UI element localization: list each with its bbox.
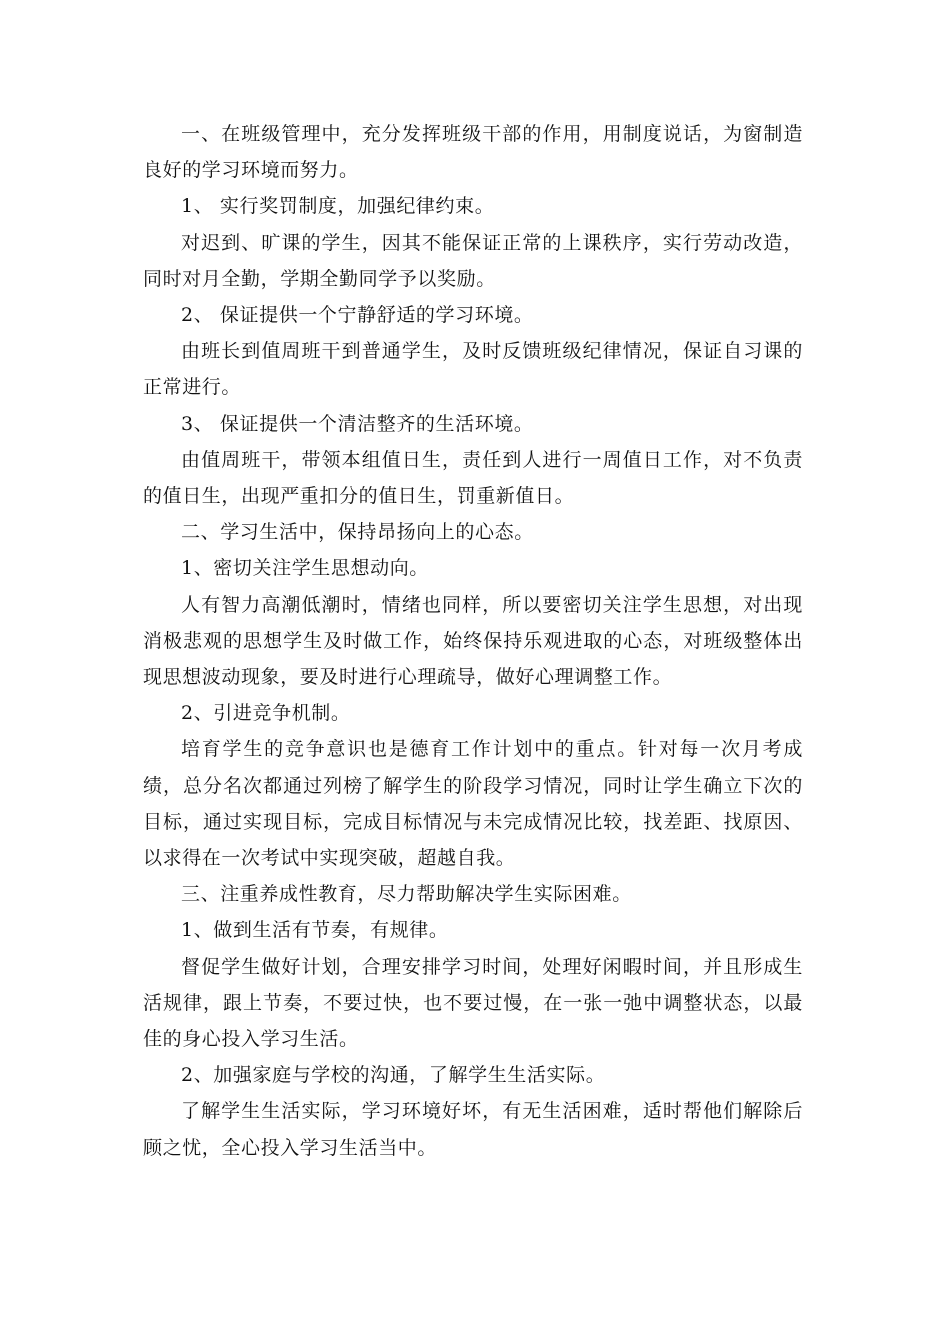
body-paragraph: 人有智力高潮低潮时，情绪也同样，所以要密切关注学生思想，对出现消极悲观的思想学生及时做工作，始终保持乐观进取的心态，对班级整体出现思想波动现象，要及时进行心理疏导，做好心理调整工作。	[143, 593, 803, 689]
body-paragraph: 了解学生生活实际，学习环境好坏，有无生活困难，适时帮他们解除后顾之忧，全心投入学习生活当中。	[143, 1100, 803, 1159]
subheading-2-1: 1、密切关注学生思想动向。	[181, 557, 429, 580]
subheading-3-2: 2、加强家庭与学校的沟通，了解学生生活实际。	[181, 1064, 606, 1087]
body-paragraph: 由班长到值周班干到普通学生，及时反馈班级纪律情况，保证自习课的正常进行。	[143, 340, 803, 399]
section-heading-3: 三、注重养成性教育，尽力帮助解决学生实际困难。	[181, 883, 632, 906]
section-heading-1: 一、在班级管理中，充分发挥班级干部的作用，用制度说话，为窗制造良好的学习环境而努力。	[143, 123, 803, 182]
subheading-1-2: 2、 保证提供一个宁静舒适的学习环境。	[181, 304, 534, 327]
section-heading-2: 二、学习生活中，保持昂扬向上的心态。	[181, 521, 534, 544]
body-paragraph: 培育学生的竞争意识也是德育工作计划中的重点。针对每一次月考成绩，总分名次都通过列榜了解学生的阶段学习情况，同时让学生确立下次的目标，通过实现目标，完成目标情况与未完成情况比较，找差距、找原因、以求得在一次考试中实现突破，超越自我。	[143, 738, 803, 870]
subheading-2-2: 2、引进竞争机制。	[181, 702, 351, 725]
document-body	[143, 116, 803, 1166]
body-paragraph: 由值周班干，带领本组值日生，责任到人进行一周值日工作，对不负责的值日生，出现严重扣分的值日生，罚重新值日。	[143, 448, 803, 508]
subheading-3-1: 1、做到生活有节奏，有规律。	[181, 919, 449, 942]
body-paragraph: 对迟到、旷课的学生，因其不能保证正常的上课秩序，实行劳动改造，同时对月全勤，学期全勤同学予以奖励。	[143, 231, 803, 290]
subheading-1-3: 3、 保证提供一个清洁整齐的生活环境。	[181, 412, 534, 435]
subheading-1-1: 1、 实行奖罚制度，加强纪律约束。	[181, 195, 495, 218]
body-paragraph: 督促学生做好计划，合理安排学习时间，处理好闲暇时间，并且形成生活规律，跟上节奏，不要过快，也不要过慢，在一张一弛中调整状态，以最佳的身心投入学习生活。	[143, 955, 803, 1051]
